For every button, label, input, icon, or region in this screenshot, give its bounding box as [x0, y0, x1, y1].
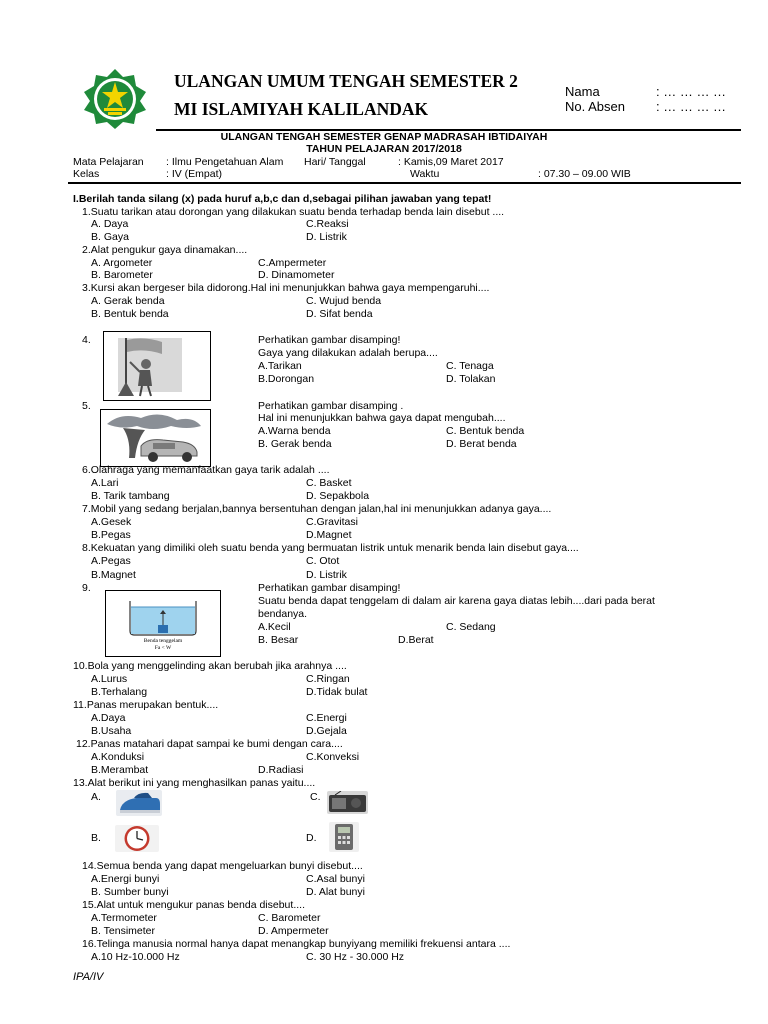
question-5-number: 5.	[82, 400, 91, 412]
option-7c: C.Gravitasi	[306, 516, 358, 528]
option-10d: D.Tidak bulat	[306, 686, 368, 698]
option-5d: D. Berat benda	[446, 438, 517, 450]
question-2: 2.Alat pengukur gaya dinamakan....	[82, 244, 248, 256]
flag-pull-illustration-icon	[103, 331, 211, 401]
option-1b: B. Gaya	[91, 231, 129, 243]
info-divider	[68, 182, 741, 184]
exam-subtitle: ULANGAN TENGAH SEMESTER GENAP MADRASAH IBTIDAIYAH	[220, 131, 548, 143]
option-4b: B.Dorongan	[258, 373, 315, 385]
option-14c: C.Asal bunyi	[306, 873, 365, 885]
option-2c: C.Ampermeter	[258, 257, 327, 269]
option-16c: C. 30 Hz - 30.000 Hz	[306, 951, 405, 963]
option-5a: A.Warna benda	[258, 425, 331, 437]
option-2d: D. Dinamometer	[258, 269, 335, 281]
question-9-line2: Suatu benda dapat tenggelam di dalam air karena gaya diatas lebih....dari pada berat	[258, 595, 655, 607]
radio-photo-icon	[327, 791, 368, 814]
option-10c: C.Ringan	[306, 673, 350, 685]
option-3d: D. Sifat benda	[306, 308, 373, 320]
option-9c: C. Sedang	[446, 621, 496, 633]
option-6a: A.Lari	[91, 477, 119, 489]
date-label: Hari/ Tanggal	[304, 156, 366, 168]
option-15d: D. Ampermeter	[258, 925, 329, 937]
option-15b: B. Tensimeter	[91, 925, 155, 937]
school-logo-icon	[82, 68, 148, 130]
option-5b: B. Gerak benda	[258, 438, 332, 450]
option-2b: B. Barometer	[91, 269, 153, 281]
option-11a: A.Daya	[91, 712, 126, 724]
option-2a: A. Argometer	[91, 257, 153, 269]
question-8: 8.Kekuatan yang dimiliki oleh suatu benda yang bermuatan listrik untuk menarik benda lain disebut gaya....	[82, 542, 579, 554]
option-14d: D. Alat bunyi	[306, 886, 365, 898]
question-9-number: 9.	[82, 582, 91, 594]
option-9a: A.Kecil	[258, 621, 291, 633]
question-1: 1.Suatu tarikan atau dorongan yang dilakukan suatu benda terhadap benda lain disebut ....	[82, 206, 505, 218]
option-11c: C.Energi	[306, 712, 347, 724]
question-11: 11.Panas merupakan bentuk....	[73, 699, 219, 711]
nama-value: : … … … …	[656, 84, 727, 99]
option-12c: C.Konveksi	[306, 751, 360, 763]
option-5c: C. Bentuk benda	[446, 425, 525, 437]
option-13d-label: D.	[306, 832, 317, 844]
footer-subject-code: IPA/IV	[73, 971, 104, 983]
sinking-object-caption: Benda tenggelam	[143, 638, 183, 644]
sinking-object-illustration-icon	[105, 590, 221, 657]
option-6b: B. Tarik tambang	[91, 490, 170, 502]
option-11d: D.Gejala	[306, 725, 347, 737]
question-15: 15.Alat untuk mengukur panas benda disebut....	[82, 899, 305, 911]
option-8a: A.Pegas	[91, 555, 131, 567]
question-5-line2: Hal ini menunjukkan bahwa gaya dapat mengubah....	[258, 412, 506, 424]
option-9b: B. Besar	[258, 634, 299, 646]
time-value: : 07.30 – 09.00 WIB	[538, 168, 631, 180]
option-15c: C. Barometer	[258, 912, 321, 924]
wall-clock-photo-icon	[115, 825, 159, 852]
option-3c: C. Wujud benda	[306, 295, 382, 307]
option-12a: A.Konduksi	[91, 751, 145, 763]
calculator-photo-icon	[329, 822, 359, 852]
option-12d: D.Radiasi	[258, 764, 304, 776]
question-5-line1: Perhatikan gambar disamping .	[258, 400, 404, 412]
academic-year: TAHUN PELAJARAN 2017/2018	[306, 143, 462, 155]
option-7b: B.Pegas	[91, 529, 131, 541]
question-13: 13.Alat berikut ini yang menghasilkan panas yaitu....	[73, 777, 316, 789]
option-3a: A. Gerak benda	[91, 295, 165, 307]
sinking-object-formula: Fa < W	[154, 645, 172, 651]
class-value: : IV (Empat)	[166, 168, 223, 180]
option-6d: D. Sepakbola	[306, 490, 370, 502]
option-1d: D. Listrik	[306, 231, 347, 243]
exam-title: ULANGAN UMUM TENGAH SEMESTER 2	[174, 71, 518, 91]
option-13a-label: A.	[91, 791, 101, 803]
school-name: MI ISLAMIYAH KALILANDAK	[174, 99, 429, 119]
option-8b: B.Magnet	[91, 569, 136, 581]
option-1c: C.Reaksi	[306, 218, 349, 230]
absen-value: : … … … …	[656, 99, 727, 114]
option-1a: A. Daya	[91, 218, 129, 230]
question-9-line3: bendanya.	[258, 608, 308, 620]
option-4c: C. Tenaga	[446, 360, 494, 372]
option-4a: A.Tarikan	[258, 360, 302, 372]
question-6: 6.Olahraga yang memanfaatkan gaya tarik adalah ....	[82, 464, 330, 476]
iron-photo-icon	[116, 790, 162, 816]
option-6c: C. Basket	[306, 477, 352, 489]
date-value: : Kamis,09 Maret 2017	[398, 156, 504, 168]
instruction: I.Berilah tanda silang (x) pada huruf a,b,c dan d,sebagai pilihan jawaban yang tepat!	[73, 193, 492, 205]
option-10a: A.Lurus	[91, 673, 128, 685]
option-14b: B. Sumber bunyi	[91, 886, 169, 898]
option-11b: B.Usaha	[91, 725, 132, 737]
option-12b: B.Merambat	[91, 764, 149, 776]
absen-label: No. Absen	[565, 99, 625, 114]
subject-value: : Ilmu Pengetahuan Alam	[166, 156, 284, 168]
option-15a: A.Termometer	[91, 912, 157, 924]
tree-on-car-illustration-icon	[100, 409, 211, 467]
option-4d: D. Tolakan	[446, 373, 496, 385]
question-7: 7.Mobil yang sedang berjalan,bannya bersentuhan dengan jalan,hal ini menunjukkan adanya gaya....	[82, 503, 552, 515]
option-7a: A.Gesek	[91, 516, 132, 528]
class-label: Kelas	[73, 168, 100, 180]
time-label: Waktu	[410, 168, 440, 180]
option-8d: D. Listrik	[306, 569, 347, 581]
option-13c-label: C.	[310, 791, 321, 803]
question-10: 10.Bola yang menggelinding akan berubah jika arahnya ....	[73, 660, 347, 672]
question-4-number: 4.	[82, 334, 91, 346]
option-10b: B.Terhalang	[91, 686, 148, 698]
nama-label: Nama	[565, 84, 600, 99]
question-4-line1: Perhatikan gambar disamping!	[258, 334, 401, 346]
question-4-line2: Gaya yang dilakukan adalah berupa....	[258, 347, 438, 359]
option-8c: C. Otot	[306, 555, 340, 567]
question-16: 16.Telinga manusia normal hanya dapat menangkap bunyiyang memiliki frekuensi antara ....	[82, 938, 511, 950]
subject-label: Mata Pelajaran	[73, 156, 144, 168]
question-3: 3.Kursi akan bergeser bila didorong.Hal ini menunjukkan bahwa gaya mempengaruhi....	[82, 282, 490, 294]
question-12: 12.Panas matahari dapat sampai ke bumi dengan cara....	[76, 738, 343, 750]
option-3b: B. Bentuk benda	[91, 308, 169, 320]
option-13b-label: B.	[91, 832, 101, 844]
option-14a: A.Energi bunyi	[91, 873, 160, 885]
option-7d: D.Magnet	[306, 529, 352, 541]
option-16a: A.10 Hz-10.000 Hz	[91, 951, 180, 963]
question-14: 14.Semua benda yang dapat mengeluarkan bunyi disebut....	[82, 860, 363, 872]
option-9d: D.Berat	[398, 634, 434, 646]
question-9-line1: Perhatikan gambar disamping!	[258, 582, 401, 594]
